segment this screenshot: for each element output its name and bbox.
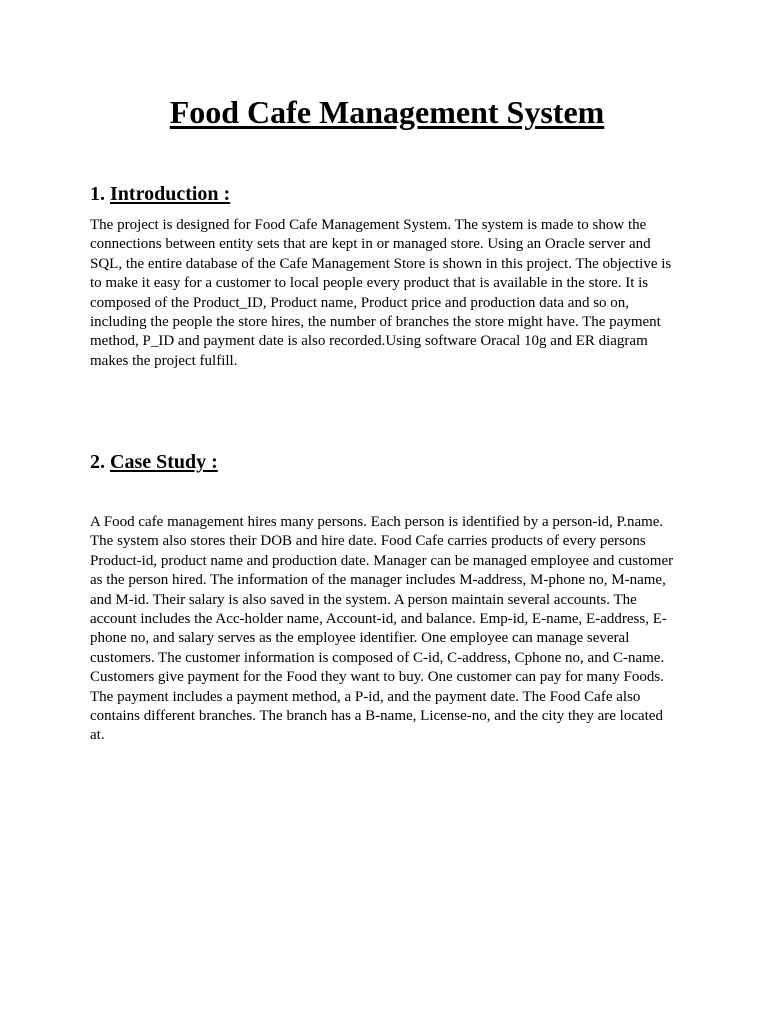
section-heading-introduction	[90, 181, 230, 207]
section-heading-text: Case Study :	[110, 451, 218, 473]
introduction-paragraph: The project is designed for Food Cafe Management System. The system is made to show the connections between entity sets that are kept in or managed store. Using an Oracle server and SQL, the entire database of the Cafe Management Store is shown in this project. The objective is to make it easy for a customer to local people every product that is available in the store. It is composed of the Product_ID, Product name, Product price and production data and so on, including the people the store hires, the number of branches the store might have. The payment method, P_ID and payment date is also recorded.Using software Oracal 10g and ER diagram makes the project fulfill.	[90, 217, 672, 369]
section-heading-text: Introduction :	[110, 183, 231, 205]
section-heading-case-study	[90, 449, 218, 475]
section-number: 2.	[90, 451, 105, 473]
case-study-paragraph: A Food cafe management hires many persons. Each person is identified by a person-id, P.name. The system also stores their DOB and hire date. Food Cafe carries products of every persons Product-id, product name and production date. Manager can be managed employee and customer as the person hired. The information of the manager includes M-address, M-phone no, M-name, and M-id. Their salary is also saved in the system. A person maintain several accounts. The account includes the Acc-holder name, Account-id, and balance. Emp-id, E-name, E-address, E-phone no, and salary serves as the employee identifier. One employee can manage several customers. The customer information is composed of C-id, C-address, Cphone no, and C-name. Customers give payment for the Food they want to buy. One customer can pay for many Foods. The payment includes a payment method, a P-id, and the payment date. The Food Cafe also contains different branches. The branch has a B-name, License-no, and the city they are located at.	[90, 514, 674, 744]
section-number: 1.	[90, 183, 105, 205]
document-title: Food Cafe Management System	[169, 94, 605, 130]
